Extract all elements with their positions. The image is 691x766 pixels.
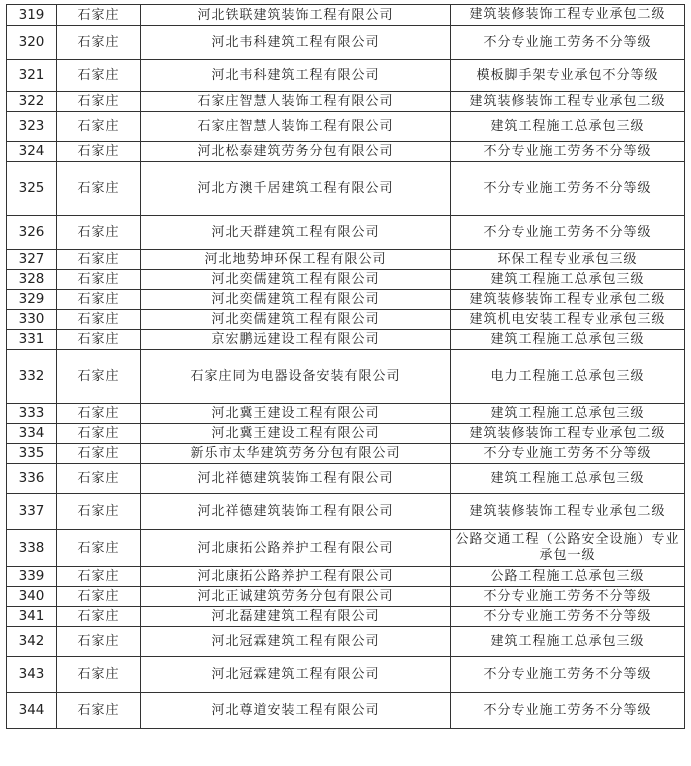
row-number-cell: 323 [7,112,57,142]
city-cell: 石家庄 [57,310,141,330]
qualification-cell: 建筑工程施工总承包三级 [451,330,685,350]
table-row [7,350,685,404]
row-number-cell: 339 [7,567,57,587]
company-name-cell: 河北尊道安装工程有限公司 [141,693,451,729]
company-name-cell: 河北冀王建设工程有限公司 [141,404,451,424]
qualification-cell: 建筑装修装饰工程专业承包二级 [451,5,685,26]
qualification-cell: 不分专业施工劳务不分等级 [451,693,685,729]
qualification-cell: 建筑装修装饰工程专业承包二级 [451,424,685,444]
row-number-cell: 333 [7,404,57,424]
city-cell: 石家庄 [57,142,141,162]
row-number-cell: 336 [7,464,57,494]
company-name-cell: 河北奕儒建筑工程有限公司 [141,290,451,310]
qualification-cell: 不分专业施工劳务不分等级 [451,216,685,250]
table-row [7,657,685,693]
qualification-cell: 建筑工程施工总承包三级 [451,627,685,657]
city-cell: 石家庄 [57,350,141,404]
city-cell: 石家庄 [57,657,141,693]
table-body [7,5,685,729]
city-cell: 石家庄 [57,444,141,464]
city-cell: 石家庄 [57,290,141,310]
row-number-cell: 320 [7,26,57,60]
city-cell: 石家庄 [57,5,141,26]
qualification-cell: 不分专业施工劳务不分等级 [451,26,685,60]
table-row [7,26,685,60]
company-name-cell: 石家庄智慧人装饰工程有限公司 [141,92,451,112]
table-row [7,530,685,567]
company-name-cell: 河北祥德建筑装饰工程有限公司 [141,494,451,530]
qualification-cell: 建筑装修装饰工程专业承包二级 [451,494,685,530]
row-number-cell: 322 [7,92,57,112]
table-row [7,587,685,607]
company-name-cell: 河北正诚建筑劳务分包有限公司 [141,587,451,607]
company-name-cell: 河北康拓公路养护工程有限公司 [141,530,451,567]
company-name-cell: 河北祥德建筑装饰工程有限公司 [141,464,451,494]
city-cell: 石家庄 [57,60,141,92]
qualification-cell: 建筑装修装饰工程专业承包二级 [451,92,685,112]
table-row [7,424,685,444]
table-row [7,92,685,112]
table-row [7,627,685,657]
company-name-cell: 河北方澳千居建筑工程有限公司 [141,162,451,216]
table-row [7,142,685,162]
row-number-cell: 337 [7,494,57,530]
city-cell: 石家庄 [57,270,141,290]
city-cell: 石家庄 [57,424,141,444]
row-number-cell: 319 [7,5,57,26]
company-name-cell: 新乐市太华建筑劳务分包有限公司 [141,444,451,464]
company-name-cell: 河北冀王建设工程有限公司 [141,424,451,444]
city-cell: 石家庄 [57,404,141,424]
row-number-cell: 338 [7,530,57,567]
table-row [7,330,685,350]
table-row [7,444,685,464]
qualification-cell: 不分专业施工劳务不分等级 [451,657,685,693]
qualification-cell: 不分专业施工劳务不分等级 [451,444,685,464]
qualification-cell: 建筑机电安装工程专业承包三级 [451,310,685,330]
qualification-cell: 不分专业施工劳务不分等级 [451,587,685,607]
row-number-cell: 334 [7,424,57,444]
row-number-cell: 330 [7,310,57,330]
company-name-cell: 河北韦科建筑工程有限公司 [141,60,451,92]
table-row [7,567,685,587]
qualification-cell: 电力工程施工总承包三级 [451,350,685,404]
row-number-cell: 327 [7,250,57,270]
city-cell: 石家庄 [57,693,141,729]
table-row [7,5,685,26]
row-number-cell: 321 [7,60,57,92]
city-cell: 石家庄 [57,162,141,216]
table-row [7,404,685,424]
company-name-cell: 河北奕儒建筑工程有限公司 [141,270,451,290]
qualification-cell: 环保工程专业承包三级 [451,250,685,270]
city-cell: 石家庄 [57,627,141,657]
row-number-cell: 326 [7,216,57,250]
qualification-cell: 公路交通工程（公路安全设施）专业承包一级 [451,530,685,567]
city-cell: 石家庄 [57,587,141,607]
table-row [7,112,685,142]
qualification-cell: 建筑装修装饰工程专业承包二级 [451,290,685,310]
table-row [7,250,685,270]
row-number-cell: 331 [7,330,57,350]
row-number-cell: 325 [7,162,57,216]
company-name-cell: 河北康拓公路养护工程有限公司 [141,567,451,587]
table-row [7,464,685,494]
table-row [7,494,685,530]
qualification-cell: 公路工程施工总承包三级 [451,567,685,587]
table-row [7,290,685,310]
row-number-cell: 340 [7,587,57,607]
qualification-table [6,4,685,729]
company-name-cell: 石家庄智慧人装饰工程有限公司 [141,112,451,142]
company-name-cell: 河北冠霖建筑工程有限公司 [141,627,451,657]
city-cell: 石家庄 [57,92,141,112]
qualification-cell: 不分专业施工劳务不分等级 [451,142,685,162]
row-number-cell: 344 [7,693,57,729]
row-number-cell: 324 [7,142,57,162]
qualification-cell: 建筑工程施工总承包三级 [451,404,685,424]
table-row [7,60,685,92]
company-name-cell: 河北铁联建筑装饰工程有限公司 [141,5,451,26]
city-cell: 石家庄 [57,26,141,60]
city-cell: 石家庄 [57,494,141,530]
row-number-cell: 343 [7,657,57,693]
company-name-cell: 河北冠霖建筑工程有限公司 [141,657,451,693]
city-cell: 石家庄 [57,112,141,142]
row-number-cell: 342 [7,627,57,657]
company-name-cell: 河北奕儒建筑工程有限公司 [141,310,451,330]
company-name-cell: 河北地势坤环保工程有限公司 [141,250,451,270]
city-cell: 石家庄 [57,330,141,350]
company-name-cell: 京宏鹏远建设工程有限公司 [141,330,451,350]
row-number-cell: 332 [7,350,57,404]
row-number-cell: 341 [7,607,57,627]
city-cell: 石家庄 [57,567,141,587]
city-cell: 石家庄 [57,216,141,250]
company-name-cell: 河北磊建建筑工程有限公司 [141,607,451,627]
qualification-cell: 建筑工程施工总承包三级 [451,112,685,142]
city-cell: 石家庄 [57,530,141,567]
qualification-cell: 不分专业施工劳务不分等级 [451,607,685,627]
table-row [7,270,685,290]
company-name-cell: 河北松泰建筑劳务分包有限公司 [141,142,451,162]
qualification-cell: 建筑工程施工总承包三级 [451,270,685,290]
row-number-cell: 335 [7,444,57,464]
city-cell: 石家庄 [57,250,141,270]
qualification-cell: 建筑工程施工总承包三级 [451,464,685,494]
qualification-cell: 模板脚手架专业承包不分等级 [451,60,685,92]
row-number-cell: 328 [7,270,57,290]
row-number-cell: 329 [7,290,57,310]
table-row [7,162,685,216]
city-cell: 石家庄 [57,464,141,494]
table-row [7,310,685,330]
company-name-cell: 河北天群建筑工程有限公司 [141,216,451,250]
table-row [7,607,685,627]
qualification-cell: 不分专业施工劳务不分等级 [451,162,685,216]
table-row [7,693,685,729]
company-name-cell: 石家庄同为电器设备安装有限公司 [141,350,451,404]
city-cell: 石家庄 [57,607,141,627]
table-row [7,216,685,250]
company-name-cell: 河北韦科建筑工程有限公司 [141,26,451,60]
